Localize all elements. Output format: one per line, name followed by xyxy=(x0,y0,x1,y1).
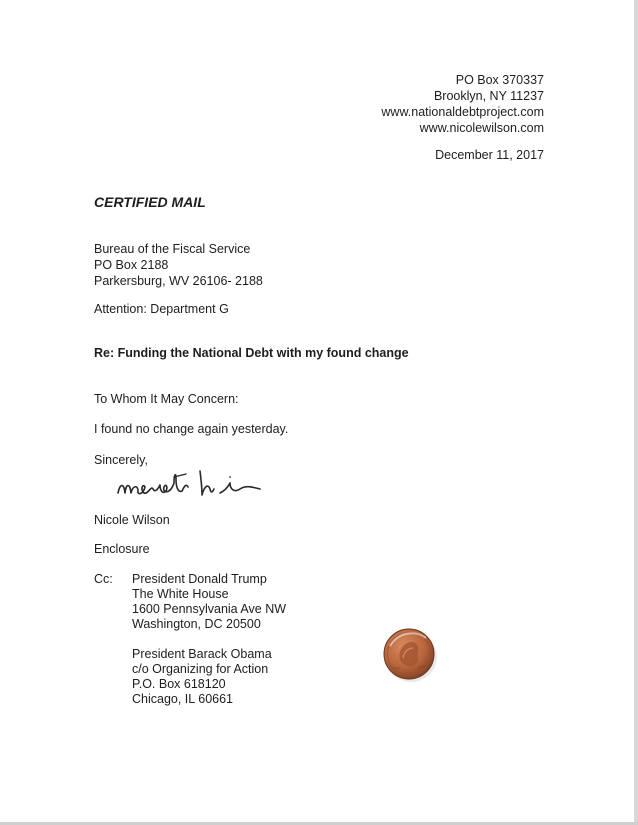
enclosure-note: Enclosure xyxy=(94,542,150,556)
cc1-line3: 1600 Pennsylvania Ave NW xyxy=(132,602,287,616)
recipient-name: Bureau of the Fiscal Service xyxy=(94,242,251,256)
cc1-line4: Washington, DC 20500 xyxy=(132,617,261,631)
recipient-address xyxy=(94,241,263,289)
cc2-name: President Barack Obama xyxy=(132,647,272,661)
cc-label: Cc: xyxy=(94,572,113,586)
sender-address-line2: Brooklyn, NY 11237 xyxy=(433,89,544,103)
letter-body: I found no change again yesterday. xyxy=(94,422,289,436)
signer-name: Nicole Wilson xyxy=(94,513,170,527)
closing: Sincerely, xyxy=(94,453,148,467)
cc-recipient-2 xyxy=(132,647,272,707)
subject-line: Re: Funding the National Debt with my found change xyxy=(94,346,409,360)
cc2-line3: P.O. Box 618120 xyxy=(132,677,226,691)
cc2-line2: c/o Organizing for Action xyxy=(132,662,269,676)
sender-website-1: www.nationaldebtproject.com xyxy=(381,105,544,119)
sender-website-2: www.nicolewilson.com xyxy=(419,121,544,135)
cc-recipient-1 xyxy=(132,572,286,632)
recipient-address-line2: PO Box 2188 xyxy=(94,258,169,272)
cc1-name: President Donald Trump xyxy=(132,572,267,586)
sender-address-line1: PO Box 370337 xyxy=(455,73,544,87)
recipient-address-line3: Parkersburg, WV 26106- 2188 xyxy=(94,274,263,288)
certified-mail-heading: CERTIFIED MAIL xyxy=(94,194,206,210)
cc2-line4: Chicago, IL 60661 xyxy=(132,692,234,706)
penny-coin-icon xyxy=(380,624,440,684)
salutation: To Whom It May Concern: xyxy=(94,392,239,406)
letter-date: December 11, 2017 xyxy=(435,148,544,162)
attention-line: Attention: Department G xyxy=(94,302,229,316)
sender-address xyxy=(381,72,544,136)
handwritten-signature xyxy=(116,465,266,505)
cc1-line2: The White House xyxy=(132,587,229,601)
scan-edge-right xyxy=(634,0,638,825)
